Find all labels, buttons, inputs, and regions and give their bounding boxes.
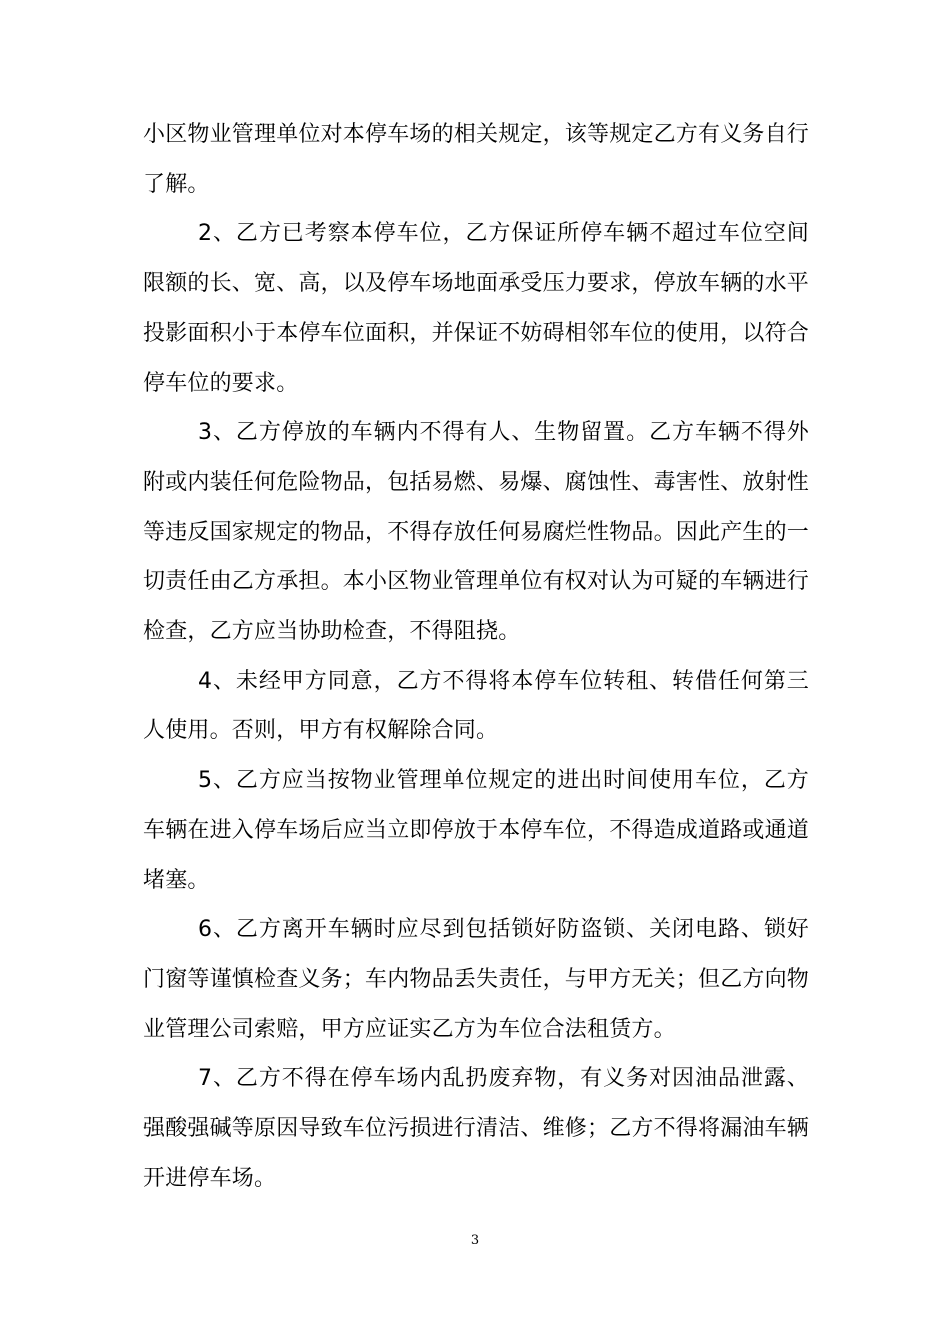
paragraph-clause-7: 7、乙方不得在停车场内乱扔废弃物，有义务对因油品泄露、强酸强碱等原因导致车位污损进行清洁、维修；乙方不得将漏油车辆开进停车场。 (143, 1066, 810, 1191)
paragraph-clause-5: 5、乙方应当按物业管理单位规定的进出时间使用车位，乙方车辆在进入停车场后应当立即停放于本停车位，不得造成道路或通道堵塞。 (143, 768, 810, 893)
paragraph-clause-4: 4、未经甲方同意，乙方不得将本停车位转租、转借任何第三人使用。否则，甲方有权解除合同。 (143, 668, 809, 744)
page-number: 3 (470, 1233, 480, 1248)
paragraph-clause-6: 6、乙方离开车辆时应尽到包括锁好防盗锁、关闭电路、锁好门窗等谨慎检查义务；车内物品丢失责任，与甲方无关；但乙方向物业管理公司索赔，甲方应证实乙方为车位合法租赁方。 (143, 917, 810, 1042)
document-body (143, 110, 809, 1203)
paragraph-continuation: 小区物业管理单位对本停车场的相关规定，该等规定乙方有义务自行了解。 (143, 122, 810, 197)
paragraph-clause-2: 2、乙方已考察本停车位，乙方保证所停车辆不超过车位空间限额的长、宽、高，以及停车场地面承受压力要求，停放车辆的水平投影面积小于本停车位面积，并保证不妨碍相邻车位的使用，以符合停车位的要求。 (143, 221, 810, 396)
paragraph-clause-3: 3、乙方停放的车辆内不得有人、生物留置。乙方车辆不得外附或内装任何危险物品，包括易燃、易爆、腐蚀性、毒害性、放射性等违反国家规定的物品，不得存放任何易腐烂性物品。因此产生的一切责任由乙方承担。本小区物业管理单位有权对认为可疑的车辆进行检查，乙方应当协助检查，不得阻挠。 (143, 420, 810, 645)
